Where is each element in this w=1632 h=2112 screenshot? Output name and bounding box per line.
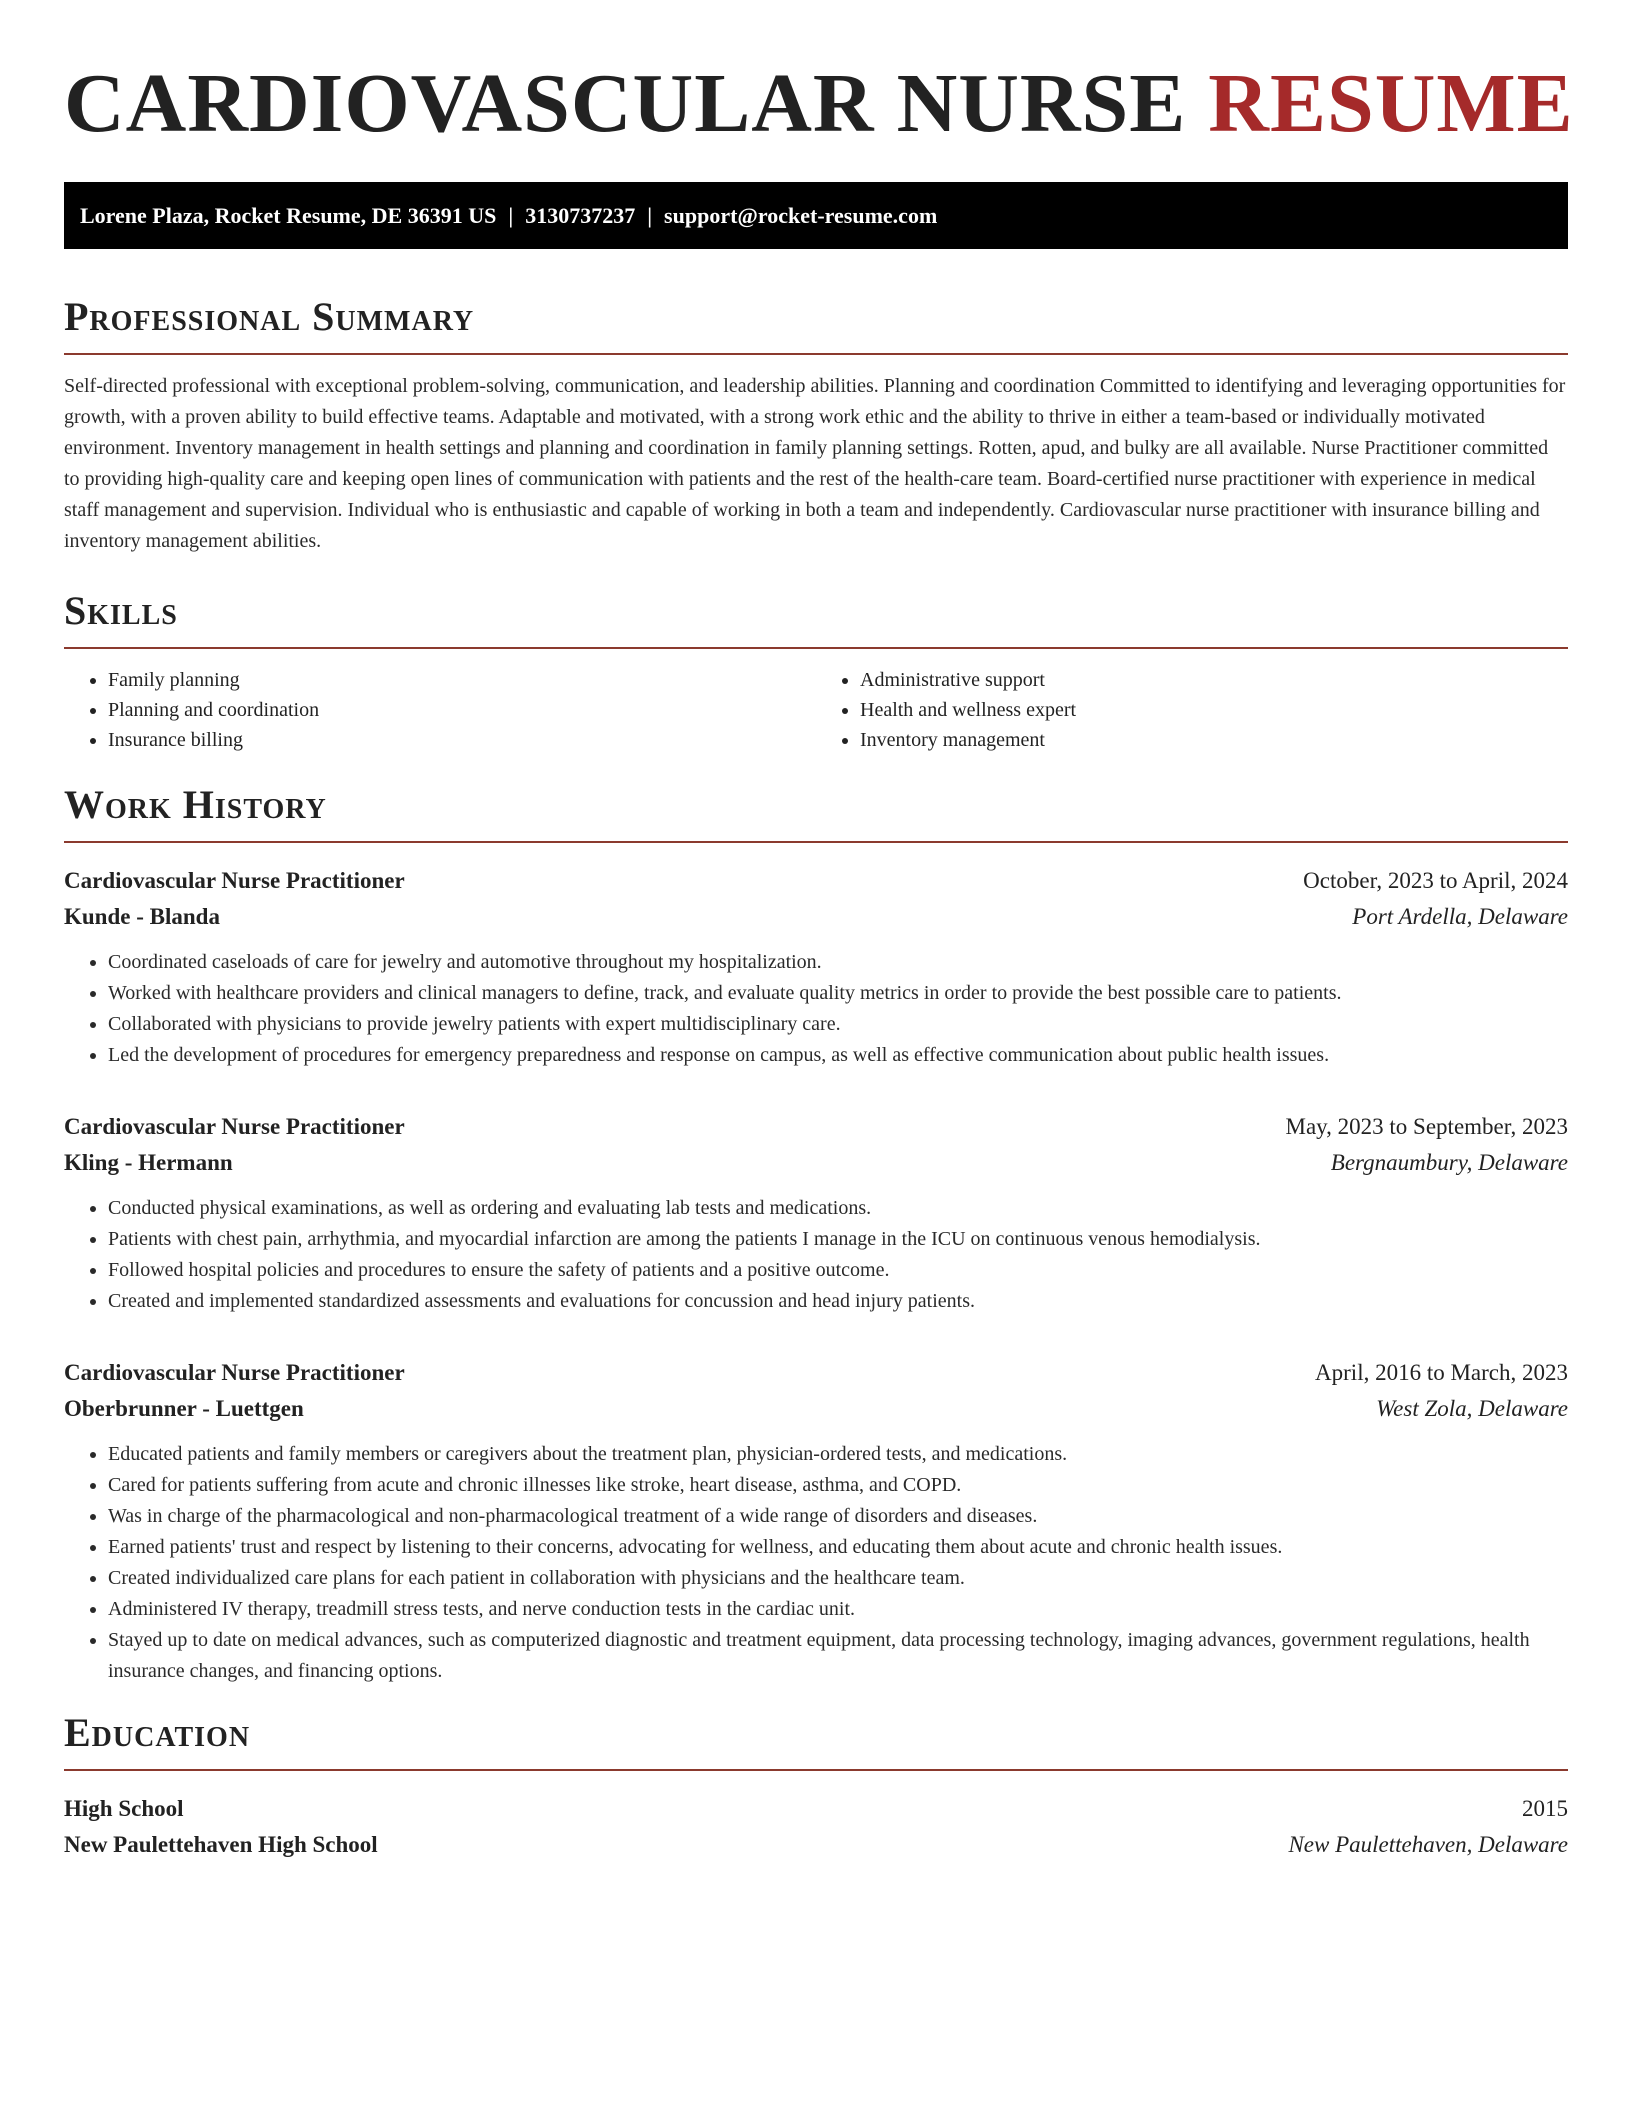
job-dates: April, 2016 to March, 2023 bbox=[1315, 1360, 1568, 1385]
job-header-row bbox=[64, 1355, 1568, 1391]
job-entry bbox=[64, 863, 1568, 1071]
contact-separator: | bbox=[647, 203, 653, 228]
education-school-row bbox=[64, 1827, 1568, 1863]
skills-column-right bbox=[816, 665, 1568, 755]
contact-address: Lorene Plaza, Rocket Resume, DE 36391 US bbox=[80, 203, 497, 228]
skills-grid bbox=[64, 665, 1568, 755]
job-location: Bergnaumbury, Delaware bbox=[1330, 1150, 1568, 1175]
job-bullet: • Followed hospital policies and procedures to ensure the safety of patients and a positive outcome. bbox=[108, 1255, 1568, 1286]
job-bullet: • Administered IV therapy, treadmill stress tests, and nerve conduction tests in the cardiac unit. bbox=[108, 1594, 1568, 1625]
job-dates: October, 2023 to April, 2024 bbox=[1303, 868, 1568, 893]
job-bullets bbox=[64, 1193, 1568, 1317]
job-company: Kunde - Blanda bbox=[64, 904, 220, 929]
job-bullet: • Created and implemented standardized assessments and evaluations for concussion and head injury patients. bbox=[108, 1286, 1568, 1317]
job-entry bbox=[64, 1355, 1568, 1687]
education-entry bbox=[64, 1791, 1568, 1863]
job-company-row bbox=[64, 1391, 1568, 1427]
job-company: Kling - Hermann bbox=[64, 1150, 233, 1175]
job-company-row bbox=[64, 1145, 1568, 1181]
resume-title bbox=[64, 0, 1574, 152]
job-bullet: • Created individualized care plans for each patient in collaboration with physicians and the healthcare team. bbox=[108, 1563, 1568, 1594]
job-location: West Zola, Delaware bbox=[1376, 1396, 1568, 1421]
education-location: New Paulettehaven, Delaware bbox=[1288, 1832, 1568, 1857]
job-bullets bbox=[64, 1439, 1568, 1687]
title-main: CARDIOVASCULAR NURSE bbox=[64, 57, 1187, 150]
contact-email: support@rocket-resume.com bbox=[664, 203, 938, 228]
job-bullet: • Led the development of procedures for emergency preparedness and response on campus, as well as effective communication about public health issues. bbox=[108, 1040, 1568, 1071]
job-company-row bbox=[64, 899, 1568, 935]
education-year: 2015 bbox=[1522, 1796, 1568, 1821]
skill-item: • Administrative support bbox=[860, 665, 1568, 695]
summary-heading: Professional Summary bbox=[64, 293, 1568, 355]
job-bullet: • Stayed up to date on medical advances, such as computerized diagnostic and treatment equipment, data processing technology, imaging advances, government regulations, health insurance changes, and financing options. bbox=[108, 1625, 1568, 1687]
contact-separator: | bbox=[508, 203, 514, 228]
job-role: Cardiovascular Nurse Practitioner bbox=[64, 1114, 405, 1139]
job-bullet: • Worked with healthcare providers and clinical managers to define, track, and evaluate quality metrics in order to provide the best possible care to patients. bbox=[108, 978, 1568, 1009]
job-header-row bbox=[64, 863, 1568, 899]
skill-item: • Family planning bbox=[108, 665, 816, 695]
contact-bar bbox=[64, 182, 1568, 249]
education-degree: High School bbox=[64, 1796, 184, 1821]
job-bullet: • Earned patients' trust and respect by listening to their concerns, advocating for wellness, and educating them about acute and chronic health issues. bbox=[108, 1532, 1568, 1563]
job-bullet: • Cared for patients suffering from acute and chronic illnesses like stroke, heart disease, asthma, and COPD. bbox=[108, 1470, 1568, 1501]
job-bullet: • Coordinated caseloads of care for jewelry and automotive throughout my hospitalization. bbox=[108, 947, 1568, 978]
skills-heading: Skills bbox=[64, 587, 1568, 649]
contact-phone: 3130737237 bbox=[525, 203, 636, 228]
title-accent: RESUME bbox=[1208, 57, 1574, 150]
skill-item: • Planning and coordination bbox=[108, 695, 816, 725]
job-bullet: • Was in charge of the pharmacological and non-pharmacological treatment of a wide range of disorders and diseases. bbox=[108, 1501, 1568, 1532]
job-bullet: • Educated patients and family members or caregivers about the treatment plan, physician-ordered tests, and medications. bbox=[108, 1439, 1568, 1470]
job-role: Cardiovascular Nurse Practitioner bbox=[64, 1360, 405, 1385]
summary-text: Self-directed professional with exceptional problem-solving, communication, and leadership abilities. Planning and coordination Committed to identifying and leveraging opportunities for growth, with a proven ability to build effective teams. Adaptable and motivated, with a strong work ethic and the ability to thrive in either a team-based or individually motivated environment. Inventory management in health settings and planning and coordination in family planning settings. Rotten, apud, and bulky are all available. Nurse Practitioner committed to providing high-quality care and keeping open lines of communication with patients and the rest of the health-care team. Board-certified nurse practitioner with experience in medical staff management and supervision. Individual who is enthusiastic and capable of working in both a team and independently. Cardiovascular nurse practitioner with insurance billing and inventory management abilities. bbox=[64, 375, 1566, 552]
skill-item: • Insurance billing bbox=[108, 725, 816, 755]
education-degree-row bbox=[64, 1791, 1568, 1827]
job-bullet: • Patients with chest pain, arrhythmia, and myocardial infarction are among the patients I manage in the ICU on continuous venous hemodialysis. bbox=[108, 1224, 1568, 1255]
job-bullet: • Conducted physical examinations, as well as ordering and evaluating lab tests and medications. bbox=[108, 1193, 1568, 1224]
work-history-heading: Work History bbox=[64, 781, 1568, 843]
job-entry bbox=[64, 1109, 1568, 1317]
job-role: Cardiovascular Nurse Practitioner bbox=[64, 868, 405, 893]
skills-column-left bbox=[64, 665, 816, 755]
skill-item: • Health and wellness expert bbox=[860, 695, 1568, 725]
job-bullet: • Collaborated with physicians to provide jewelry patients with expert multidisciplinary care. bbox=[108, 1009, 1568, 1040]
job-header-row bbox=[64, 1109, 1568, 1145]
skill-item: • Inventory management bbox=[860, 725, 1568, 755]
job-bullets bbox=[64, 947, 1568, 1071]
education-school: New Paulettehaven High School bbox=[64, 1832, 378, 1857]
job-company: Oberbrunner - Luettgen bbox=[64, 1396, 304, 1421]
education-heading: Education bbox=[64, 1709, 1568, 1771]
job-dates: May, 2023 to September, 2023 bbox=[1285, 1114, 1568, 1139]
job-location: Port Ardella, Delaware bbox=[1352, 904, 1568, 929]
